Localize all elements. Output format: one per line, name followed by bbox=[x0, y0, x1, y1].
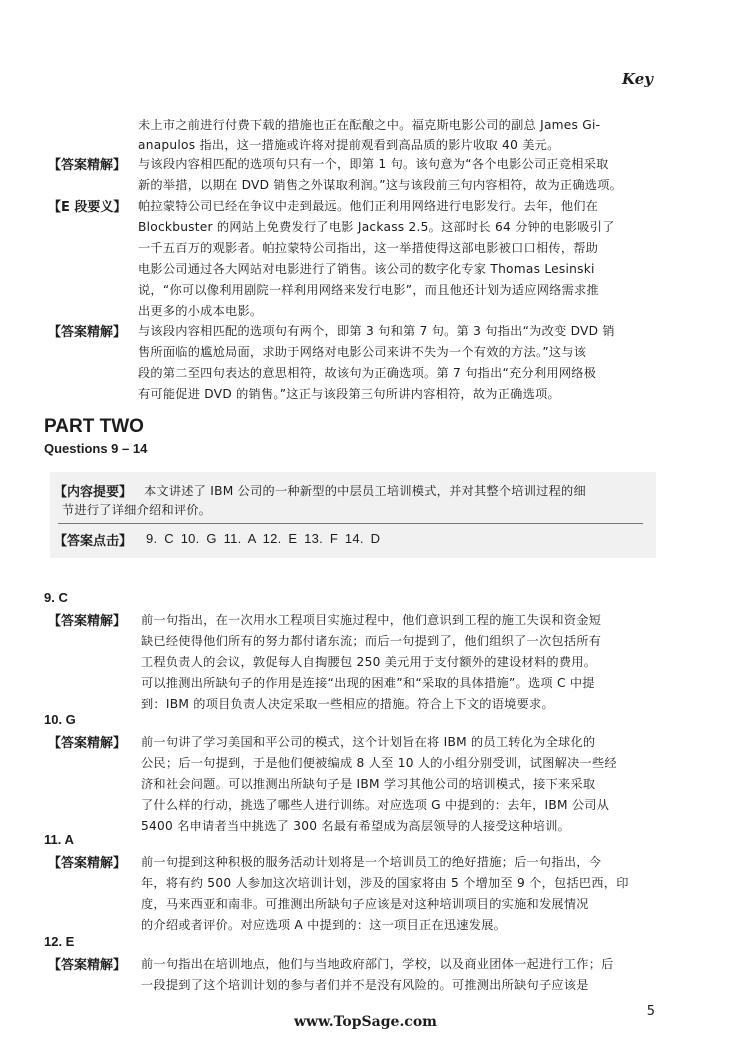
body-line: 未上市之前进行付费下载的措施也正在酝酿之中。福克斯电影公司的副总 James Gi- bbox=[138, 118, 601, 132]
body-line: 前一句提到这种积极的服务活动计划将是一个培训员工的绝好措施；后一句指出，今 bbox=[141, 855, 602, 869]
section-label: 【答案精解】 bbox=[48, 736, 127, 751]
body-line: 公民；后一句提到，于是他们便被编成 8 人至 10 人的小组分别受训，试图解决一些经 bbox=[141, 756, 617, 770]
running-header-key: Key bbox=[622, 70, 653, 88]
section-label: 【答案精解】 bbox=[48, 158, 127, 173]
answer-key: 9. C 10. G 11. A 12. E 13. F 14. D bbox=[146, 531, 381, 546]
question-heading: 12. E bbox=[44, 934, 75, 949]
body-line: 工程负责人的会议，敦促每人自掏腰包 250 美元用于支付额外的建设材料的费用。 bbox=[141, 655, 597, 669]
body-line: 济和社会问题。可以推测出所缺句子是 IBM 学习其他公司的培训模式，接下来采取 bbox=[141, 777, 596, 791]
body-line: 可以推测出所缺句子的作用是连接“出现的困难”和“采取的具体措施”。选项 C 中提 bbox=[141, 676, 595, 690]
body-line: 电影公司通过各大网站对电影进行了销售。该公司的数字化专家 Thomas Lesinski bbox=[138, 262, 595, 276]
content-summary-label: 【内容提要】 bbox=[54, 485, 133, 500]
footer-website: www.TopSage.com bbox=[294, 1014, 437, 1030]
body-line: 前一句指出在培训地点，他们与当地政府部门，学校，以及商业团体一起进行工作；后 bbox=[141, 957, 614, 971]
body-line: 出更多的小成本电影。 bbox=[138, 304, 263, 318]
body-line: 的介绍或者评价。对应选项 A 中提到的：这一项目正在迅速发展。 bbox=[141, 918, 507, 932]
content-summary-line: 本文讲述了 IBM 公司的一种新型的中层员工培训模式，并对其整个培训过程的细 bbox=[144, 484, 586, 498]
body-line: 到：IBM 的项目负责人决定采取一些相应的措施。符合上下文的语境要求。 bbox=[141, 697, 554, 711]
body-line: 有可能促进 DVD 的销售。”这正与该段第三句所讲内容相符，故为正确选项。 bbox=[138, 387, 560, 401]
body-line: 一千五百万的观影者。帕拉蒙特公司指出，这一举措使得这部电影被口口相传，帮助 bbox=[138, 241, 599, 255]
body-line: 度，马来西亚和南非。可推测出所缺句子应该是对这种培训项目的实施和发展情况 bbox=[141, 897, 589, 911]
section-label: 【答案精解】 bbox=[48, 958, 127, 973]
body-line: anapulos 指出，这一措施或许将对提前观看到高品质的影片收取 40 美元。 bbox=[138, 138, 560, 152]
part-title: PART TWO bbox=[44, 416, 144, 437]
body-line: 前一句讲了学习美国和平公司的模式，这个计划旨在将 IBM 的员工转化为全球化的 bbox=[141, 735, 596, 749]
content-summary-line: 节进行了详细介绍和评价。 bbox=[62, 503, 212, 517]
section-label: 【答案精解】 bbox=[48, 614, 127, 629]
body-line: Blockbuster 的网站上免费发行了电影 Jackass 2.5。这部时长 64 分钟的电影吸引了 bbox=[138, 220, 615, 234]
body-line: 与该段内容相匹配的选项句有两个，即第 3 句和第 7 句。第 3 句指出“为改变 DVD 销 bbox=[138, 324, 615, 338]
question-heading: 11. A bbox=[44, 832, 74, 847]
body-line: 了什么样的行动，挑选了哪些人进行训练。对应选项 G 中提到的：去年，IBM 公司从 bbox=[141, 798, 610, 812]
body-line: 5400 名申请者当中挑选了 300 名最有希望成为高层领导的人接受这种培训。 bbox=[141, 819, 571, 833]
body-line: 新的举措，以期在 DVD 销售之外谋取利润。”这与该段前三句内容相符，故为正确选项。 bbox=[138, 178, 623, 192]
body-line: 缺已经使得他们所有的努力都付诸东流；而后一句提到了，他们组织了一次包括所有 bbox=[141, 634, 602, 648]
body-line: 段的第二至四句表达的意思相符，故该句为正确选项。第 7 句指出“充分利用网络极 bbox=[138, 366, 597, 380]
section-label: 【答案精解】 bbox=[48, 325, 127, 340]
question-heading: 9. C bbox=[44, 590, 68, 605]
answers-label: 【答案点击】 bbox=[54, 534, 133, 549]
page-number: 5 bbox=[646, 1004, 655, 1019]
question-heading: 10. G bbox=[44, 712, 76, 727]
part-subtitle: Questions 9 – 14 bbox=[44, 441, 148, 456]
body-line: 说，“你可以像利用剧院一样利用网络来发行电影”，而且他还计划为适应网络需求推 bbox=[138, 283, 599, 297]
body-line: 一段提到了这个培训计划的参与者们并不是没有风险的。可推测出所缺句子应该是 bbox=[141, 978, 589, 992]
summary-divider bbox=[58, 523, 643, 524]
section-label: 【E 段要义】 bbox=[48, 200, 127, 215]
body-line: 售所面临的尴尬局面，求助于网络对电影公司来讲不失为一个有效的方法。”这与该 bbox=[138, 345, 587, 359]
body-line: 年，将有约 500 人参加这次培训计划，涉及的国家将由 5 个增加至 9 个，包括巴西，印 bbox=[141, 876, 629, 890]
body-line: 帕拉蒙特公司已经在争议中走到最远。他们正利用网络进行电影发行。去年，他们在 bbox=[138, 199, 599, 213]
body-line: 与该段内容相匹配的选项句只有一个，即第 1 句。该句意为“各个电影公司正竞相采取 bbox=[138, 157, 609, 171]
section-label: 【答案精解】 bbox=[48, 856, 127, 871]
body-line: 前一句指出，在一次用水工程项目实施过程中，他们意识到工程的施工失误和资金短 bbox=[141, 613, 602, 627]
